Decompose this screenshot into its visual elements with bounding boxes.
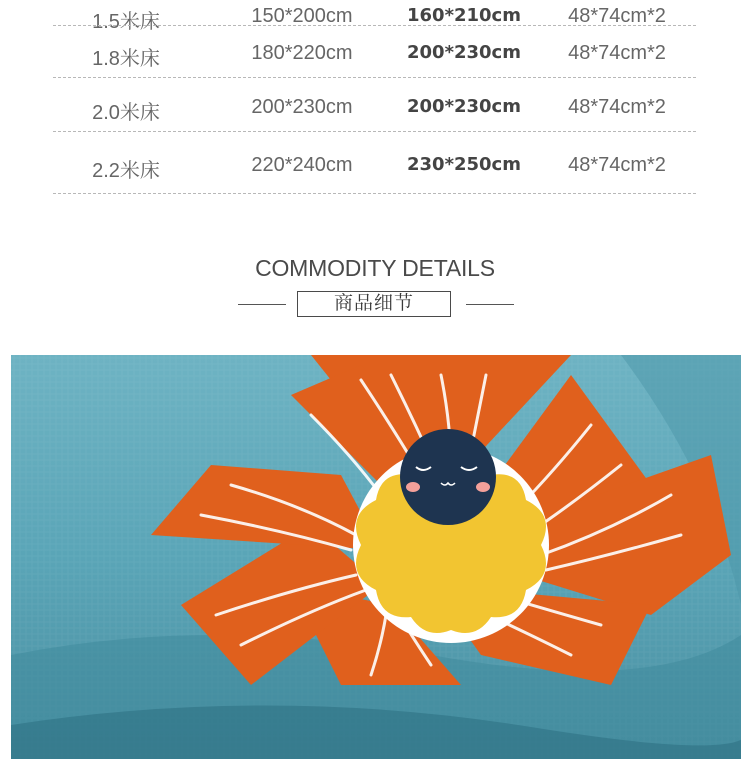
row-divider [53,131,696,132]
quilt-size-cell: 160*210cm [407,5,521,26]
quilt-size-cell: 230*250cm [407,154,521,175]
quilt-size-cell: 200*230cm [407,96,521,117]
sheet-size-cell: 220*240cm [251,154,353,176]
sheet-size-cell: 150*200cm [251,5,353,27]
bed-size-cell: 2.2米床 [92,160,160,182]
sheet-size-cell: 180*220cm [251,42,353,64]
title-rule-right [466,304,514,305]
section-title-cn: 商品细节 [297,291,451,317]
row-divider [53,25,696,26]
section-title-en: COMMODITY DETAILS [255,255,495,281]
title-rule-left [238,304,286,305]
bed-size-cell: 1.8米床 [92,48,160,70]
pillow-size-cell: 48*74cm*2 [568,154,666,176]
row-divider [53,77,696,78]
bed-size-cell: 2.0米床 [92,102,160,124]
bed-size-cell: 1.5米床 [92,11,160,33]
pillow-size-cell: 48*74cm*2 [568,42,666,64]
row-divider [53,193,696,194]
quilt-size-cell: 200*230cm [407,42,521,63]
pillow-size-cell: 48*74cm*2 [568,96,666,118]
flower-print-illustration [11,355,741,759]
fabric-detail-photo [11,355,741,759]
smiling-face [400,429,496,525]
pillow-size-cell: 48*74cm*2 [568,5,666,27]
sheet-size-cell: 200*230cm [251,96,353,118]
